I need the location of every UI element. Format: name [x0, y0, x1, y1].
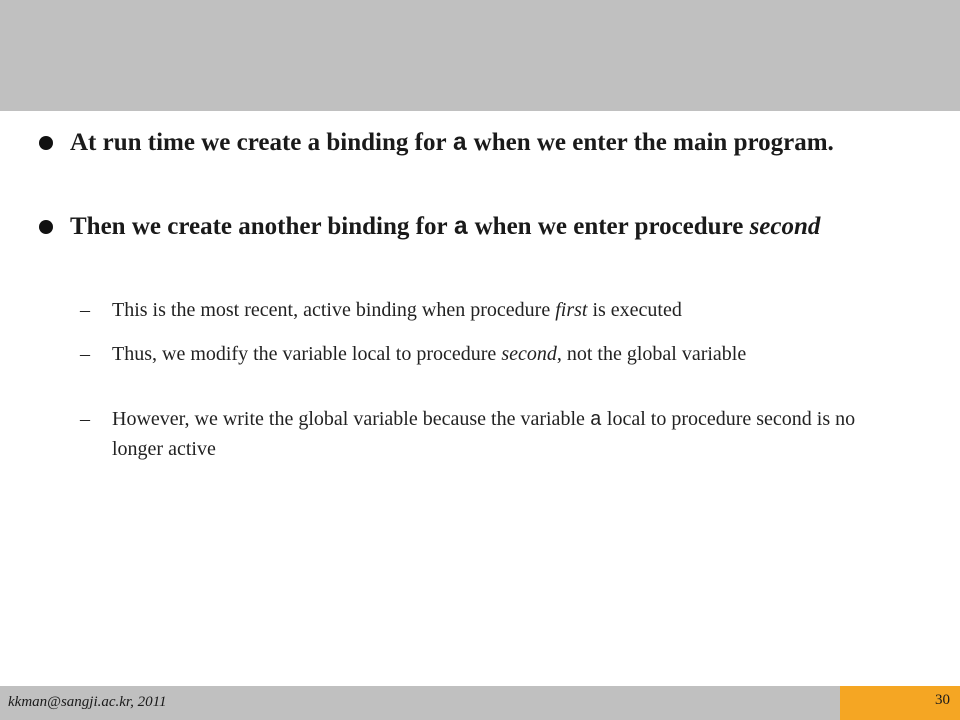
- subitem-1-italic: first: [555, 299, 588, 321]
- header-band: [0, 0, 960, 111]
- subitem-3-text-a: However, we write the global variable because the variable: [112, 408, 590, 430]
- bullet-2-text-a: Then we create another binding for: [70, 213, 454, 240]
- bullet-2-text-b: when we enter procedure: [468, 213, 750, 240]
- bullet-2-italic: second: [749, 213, 821, 240]
- subitem-1: [112, 296, 902, 324]
- bullet-2-code: a: [453, 213, 469, 242]
- subitem-3: [112, 405, 902, 463]
- bullet-1-code: a: [452, 129, 468, 158]
- subitem-2-text-a: Thus, we modify the variable local to procedure: [112, 343, 502, 365]
- bullet-dot-2: [39, 220, 53, 234]
- subitem-3-text-b: local to procedure second is no longer active: [112, 408, 856, 460]
- bullet-dot-1: [39, 136, 53, 150]
- subitem-2-dash: –: [80, 343, 90, 365]
- subitem-2-text-b: , not the global variable: [556, 343, 747, 365]
- bullet-1-text-b: when we enter the main program.: [467, 129, 834, 156]
- footer-author: kkman@sangji.ac.kr, 2011: [8, 694, 167, 710]
- subitem-2: [112, 340, 902, 368]
- subitem-3-code: a: [589, 409, 602, 432]
- bullet-1: [70, 125, 930, 162]
- subitem-3-dash: –: [80, 408, 90, 430]
- subitem-1-text-b: is executed: [587, 299, 682, 321]
- bullet-2: [70, 209, 930, 246]
- subitem-1-text-a: This is the most recent, active binding when procedure: [112, 299, 556, 321]
- page-number: 30: [935, 692, 950, 708]
- bullet-1-text-a: At run time we create a binding for: [70, 129, 453, 156]
- subitem-2-italic: second: [501, 343, 557, 365]
- subitem-1-dash: –: [80, 299, 90, 321]
